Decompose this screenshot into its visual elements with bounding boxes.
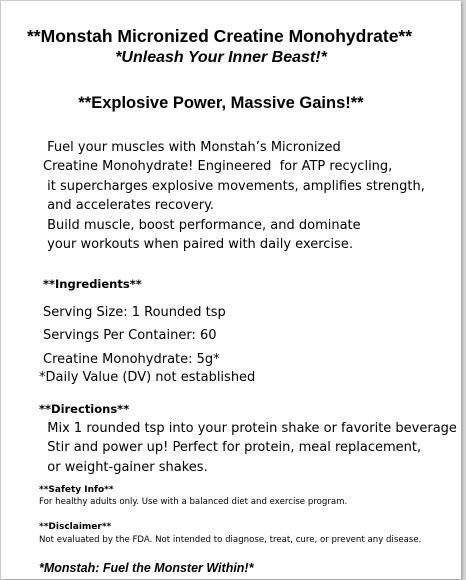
- disclaimer-heading: **Disclaimer**: [39, 522, 112, 532]
- ingredients-list: [43, 303, 226, 373]
- safety-heading: **Safety Info**: [39, 485, 114, 495]
- ingredient-servings-per-container: Servings Per Container: 60: [43, 328, 217, 344]
- product-title: **Monstah Micronized Creatine Monohydrate**: [27, 26, 413, 46]
- headline: **Explosive Power, Massive Gains!**: [78, 94, 364, 112]
- safety-text: For healthy adults only. Use with a balanced diet and exercise program.: [39, 497, 348, 507]
- disclaimer-text: Not evaluated by the FDA. Not intended to diagnose, treat, cure, or prevent any disease.: [39, 535, 422, 545]
- label-page: [1, 1, 461, 579]
- ingredient-serving-size: Serving Size: 1 Rounded tsp: [43, 305, 226, 320]
- tagline: *Unleash Your Inner Beast!*: [115, 49, 327, 66]
- daily-value-footnote: *Daily Value (DV) not established: [39, 370, 256, 385]
- ingredients-heading: **Ingredients**: [43, 277, 142, 291]
- directions-text: Mix 1 rounded tsp into your protein shake or favorite beverage Stir and power up! Perfect for protein, meal replacement, or weight-gainer shakes.: [47, 421, 457, 475]
- product-description: Fuel your muscles with Monstah’s Micronized Creatine Monohydrate! Engineered for ATP recycling, it supercharges explosive movements, amplifies strength, and accelerates recovery. Build muscle, boost performance, and dominate your workouts when paired with daily exercise.: [43, 140, 425, 253]
- footer-slogan: *Monstah: Fuel the Monster Within!*: [39, 561, 254, 575]
- ingredient-creatine: Creatine Monohydrate: 5g*: [43, 351, 220, 367]
- directions-heading: **Directions**: [39, 402, 130, 416]
